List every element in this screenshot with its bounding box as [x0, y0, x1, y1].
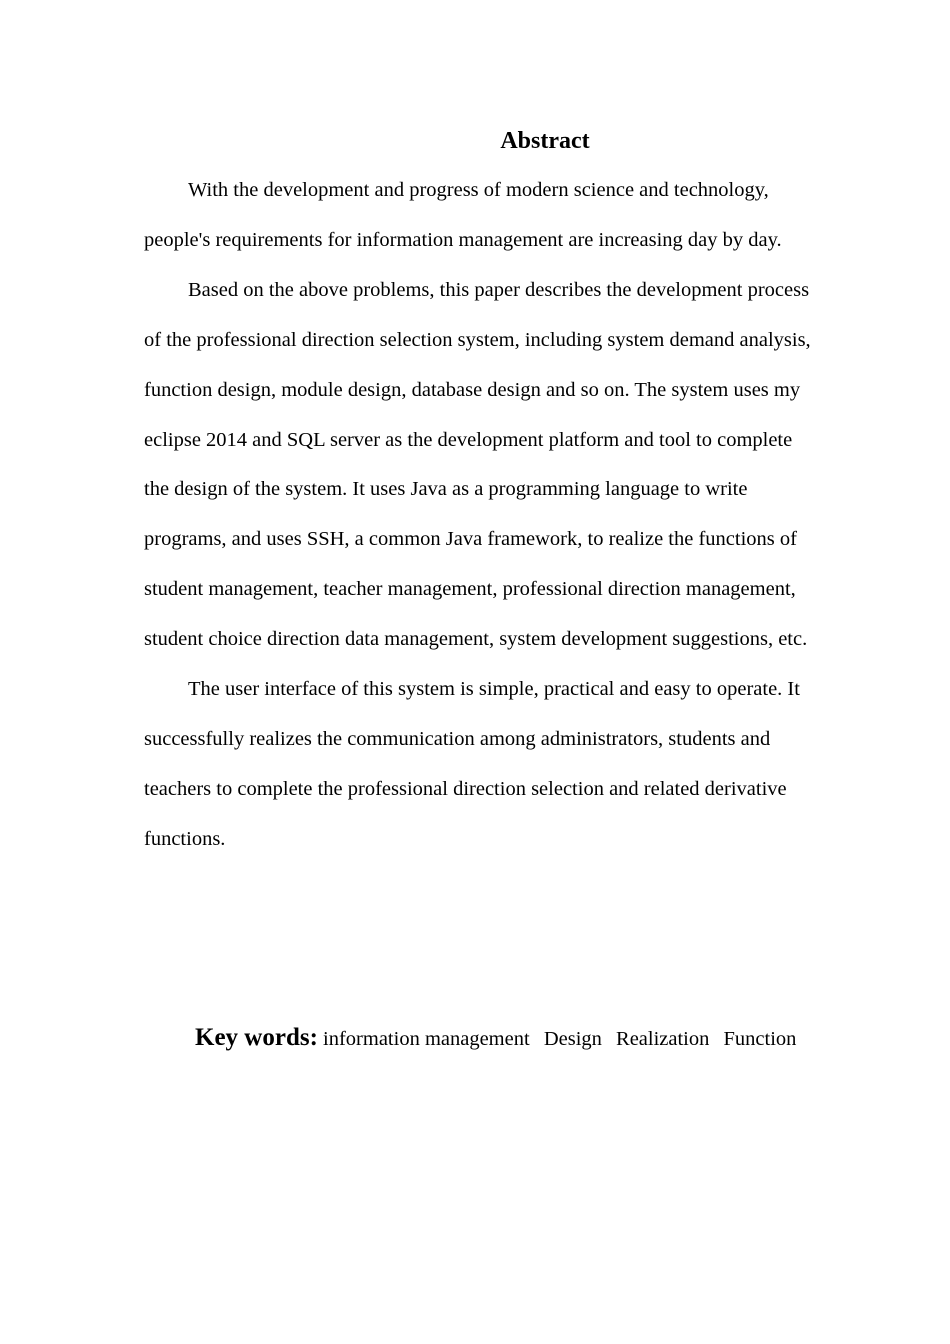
abstract-paragraph: With the development and progress of modern science and technology, people's requirements for information management are increasing day by day.: [144, 179, 782, 251]
abstract-body: [144, 166, 812, 865]
abstract-title: [144, 124, 856, 158]
keyword-item: Realization: [616, 1028, 710, 1050]
abstract-paragraph: The user interface of this system is simple, practical and easy to operate. It successfully realizes the communication among administrators, students and teachers to complete the professional direction selection and related derivative functions.: [144, 678, 800, 850]
keyword-item: Function: [723, 1028, 797, 1050]
keywords-section: [144, 1013, 812, 1065]
keyword-item: Design: [543, 1028, 602, 1050]
abstract-title-text: Abstract: [500, 128, 590, 154]
abstract-paragraph: Based on the above problems, this paper describes the development process of the professional direction selection system, including system demand analysis, function design, module design, database design and so on. The system uses my eclipse 2014 and SQL server as the development platform and tool to complete the design of the system. It uses Java as a programming language to write programs, and uses SSH, a common Java framework, to realize the functions of student management, teacher management, professional direction management, student choice direction data management, system development suggestions, etc.: [144, 278, 811, 651]
keywords-label: Key words:: [195, 1024, 318, 1051]
keyword-item: information management: [323, 1028, 530, 1050]
